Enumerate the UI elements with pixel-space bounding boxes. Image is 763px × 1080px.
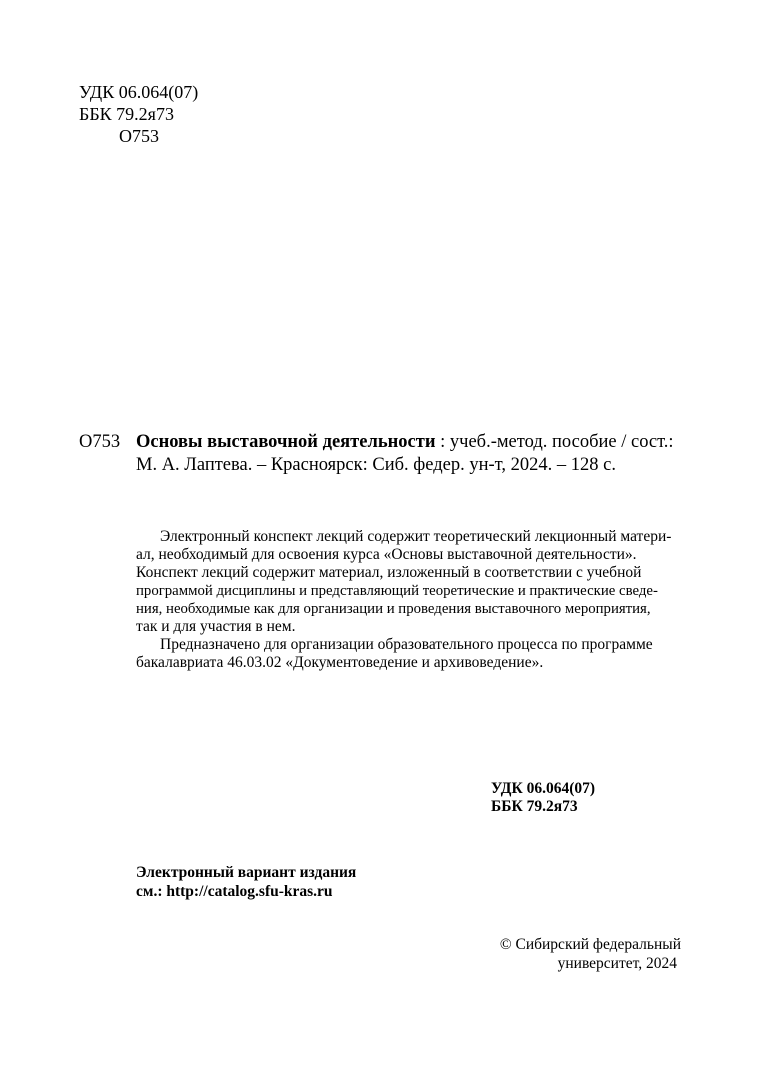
annotation-line: ния, необходимые как для организации и проведения выставочного мероприятия, <box>136 601 651 617</box>
author-sign-top: О753 <box>119 126 159 146</box>
copyright-line2: университет, 2024 <box>557 955 677 972</box>
catalog-entry-rest: : учеб.-метод. пособие / сост.: <box>435 432 674 452</box>
catalog-entry-line2: М. А. Лаптева. – Красноярск: Сиб. федер. ун-т, 2024. – 128 с. <box>136 455 616 475</box>
udk-code-top: УДК 06.064(07) <box>79 82 199 102</box>
annotation-line: бакалавриата 46.03.02 «Документоведение и архивоведение». <box>136 654 544 671</box>
copyright-line1: © Сибирский федеральный <box>499 936 681 953</box>
bbk-code-bottom: ББК 79.2я73 <box>491 798 578 815</box>
annotation-line: Электронный конспект лекций содержит теоретический лекционный матери- <box>160 528 672 545</box>
catalog-entry-line1 <box>136 431 674 454</box>
annotation-line: программой дисциплины и представляющий теоретические и практические сведе- <box>136 583 658 599</box>
electronic-version-label: Электронный вариант издания <box>136 864 357 881</box>
annotation-line: Предназначено для организации образовательного процесса по программе <box>160 636 653 653</box>
annotation-line: Конспект лекций содержит материал, изложенный в соответствии с учебной <box>136 564 642 581</box>
bbk-code-top: ББК 79.2я73 <box>79 104 174 124</box>
annotation-line: ал, необходимый для освоения курса «Основы выставочной деятельности». <box>136 546 637 563</box>
udk-code-bottom: УДК 06.064(07) <box>491 780 596 797</box>
electronic-version-link[interactable]: см.: http://catalog.sfu-kras.ru <box>136 883 333 900</box>
catalog-index: О753 <box>79 432 121 452</box>
annotation-line: так и для участия в нем. <box>136 618 296 635</box>
book-title: Основы выставочной деятельности <box>136 432 436 452</box>
